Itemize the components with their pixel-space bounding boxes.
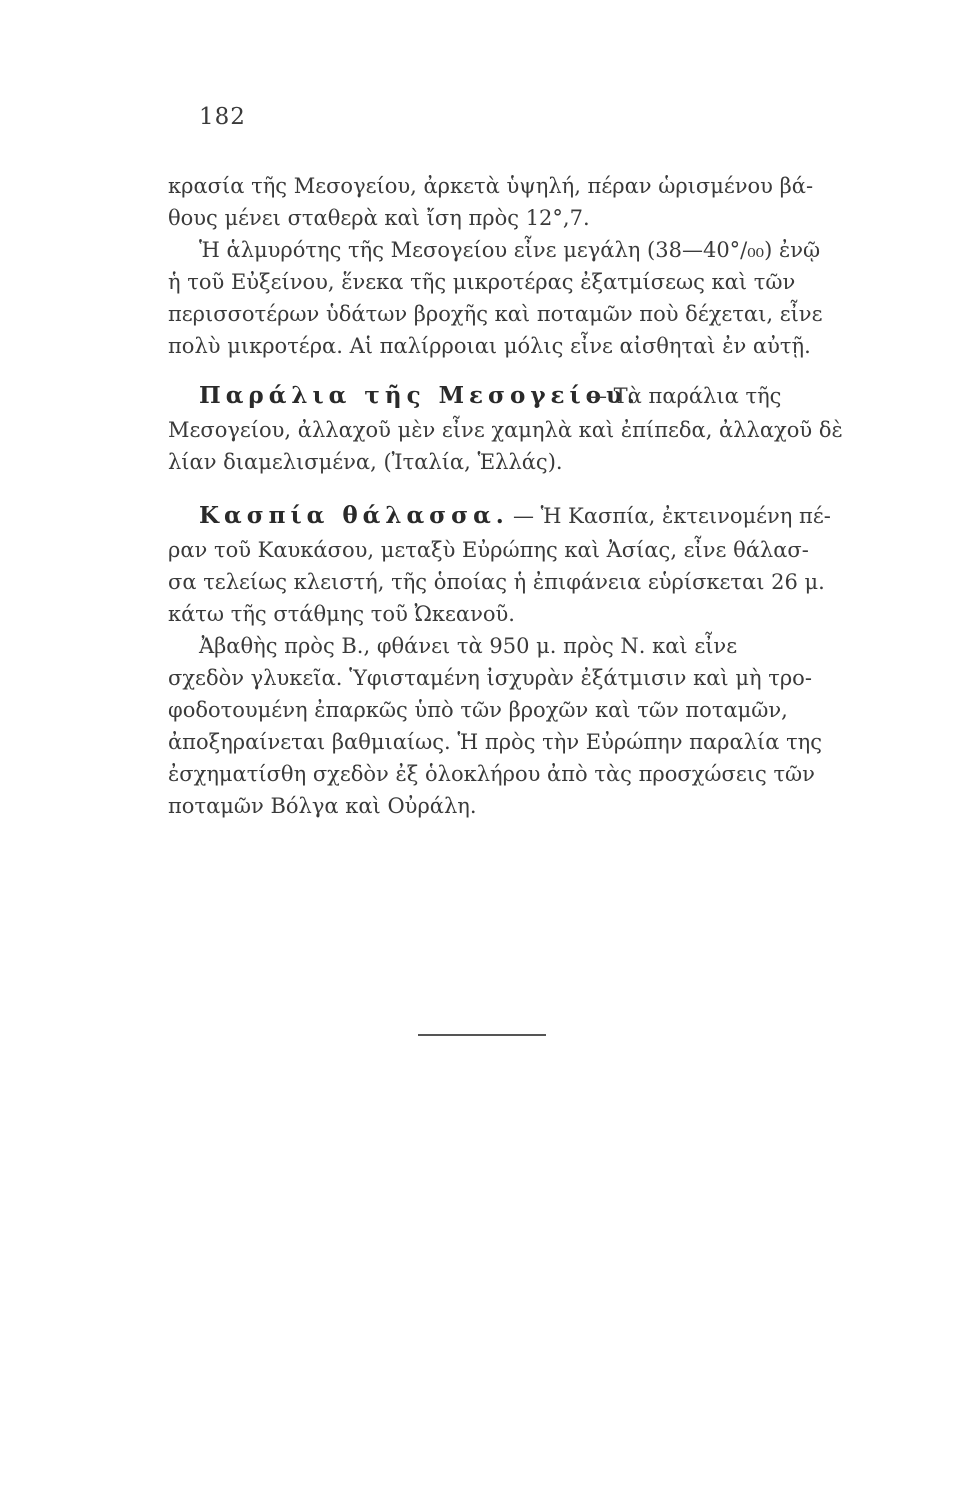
- line-text: κρασία τῆς Μεσογείου, ἀρκετὰ ὑψηλή, πέραν ὡρισμένου βά-: [168, 174, 814, 198]
- text-line: [0, 786, 963, 826]
- page-number: 182: [199, 104, 246, 130]
- line-text: πολὺ μικροτέρα. Αἱ παλίρροιαι μόλις εἶνε αἰσθηταὶ ἐν αὐτῇ.: [168, 334, 811, 358]
- line-text: περισσοτέρων ὑδάτων βροχῆς καὶ ποταμῶν ποὺ δέχεται, εἶνε: [168, 302, 823, 326]
- line-text: ραν τοῦ Καυκάσου, μεταξὺ Εὐρώπης καὶ Ἀσίας, εἶνε θάλασ-: [168, 538, 809, 562]
- line-text: σχεδὸν γλυκεῖα. Ὑφισταμένη ἰσχυρὰν ἐξάτμισιν καὶ μὴ τρο-: [168, 666, 812, 690]
- text-line: [0, 326, 963, 366]
- line-text: φοδοτουμένη ἐπαρκῶς ὑπὸ τῶν βροχῶν καὶ τῶν ποταμῶν,: [168, 698, 788, 722]
- line-text: κάτω τῆς στάθμης τοῦ Ὠκεανοῦ.: [168, 602, 515, 626]
- end-rule: [418, 1034, 546, 1036]
- line-text: Μεσογείου, ἀλλαχοῦ μὲν εἶνε χαμηλὰ καὶ ἐπίπεδα, ἀλλαχοῦ δὲ: [168, 418, 843, 442]
- section-heading: Παράλια τῆς Μεσογείου.: [199, 382, 640, 409]
- line-text: θους μένει σταθερὰ καὶ ἴση πρὸς 12°,7.: [168, 206, 590, 230]
- line-text: ἐσχηματίσθη σχεδὸν ἐξ ὁλοκλήρου ἀπὸ τὰς προσχώσεις τῶν: [168, 762, 815, 786]
- line-text: — Ἡ Κασπία, ἐκτεινομένη πέ-: [513, 504, 831, 528]
- line-text: ποταμῶν Βόλγα καὶ Οὐράλη.: [168, 794, 477, 818]
- line-text: Ἡ ἁλμυρότης τῆς Μεσογείου εἶνε μεγάλη (38—40°/₀₀) ἐνῷ: [199, 238, 821, 262]
- line-text: σα τελείως κλειστή, τῆς ὁποίας ἡ ἐπιφάνεια εὑρίσκεται 26 μ.: [168, 570, 825, 594]
- section-heading: Κασπία θάλασσα.: [199, 502, 509, 529]
- text-line: [0, 442, 963, 482]
- line-text: ἡ τοῦ Εὐξείνου, ἕνεκα τῆς μικροτέρας ἐξατμίσεως καὶ τῶν: [168, 270, 796, 294]
- line-text: λίαν διαμελισμένα, (Ἰταλία, Ἑλλάς).: [168, 450, 563, 474]
- line-text: ἀποξηραίνεται βαθμιαίως. Ἡ πρὸς τὴν Εὐρώπην παραλία της: [168, 730, 823, 754]
- line-text: Ἀβαθὴς πρὸς Β., φθάνει τὰ 950 μ. πρὸς Ν. καὶ εἶνε: [199, 634, 738, 658]
- line-text: — Τὰ παράλια τῆς: [586, 384, 782, 408]
